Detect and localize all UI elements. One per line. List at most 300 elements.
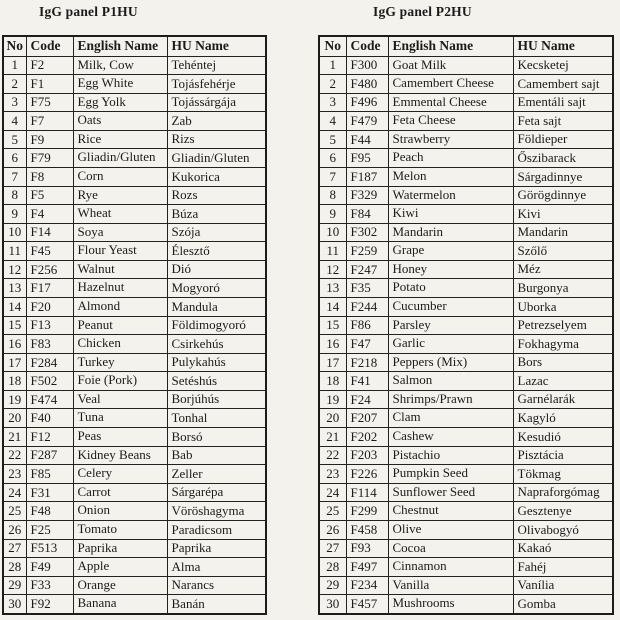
table-row — [319, 502, 613, 521]
table-row — [3, 242, 266, 261]
cell-english-name: Onion — [73, 502, 167, 521]
cell-code: F202 — [346, 428, 388, 447]
cell-code: F247 — [346, 260, 388, 279]
table-row — [3, 298, 266, 317]
cell-hu-name: Narancs — [167, 576, 266, 595]
cell-code: F35 — [346, 279, 388, 298]
cell-code: F300 — [346, 56, 388, 75]
table-row — [3, 558, 266, 577]
cell-code: F329 — [346, 186, 388, 205]
table-row — [319, 372, 613, 391]
table-row — [3, 186, 266, 205]
cell-hu-name: Tehéntej — [167, 56, 266, 75]
cell-code: F480 — [346, 75, 388, 94]
cell-english-name: Peas — [73, 428, 167, 447]
cell-no: 21 — [3, 428, 26, 447]
cell-code: F24 — [346, 390, 388, 409]
cell-code: F44 — [346, 130, 388, 149]
cell-no: 7 — [3, 167, 26, 186]
cell-hu-name: Mandula — [167, 298, 266, 317]
table-row — [319, 75, 613, 94]
column-header-code: Code — [26, 36, 73, 56]
cell-hu-name: Méz — [513, 260, 613, 279]
cell-english-name: Foie (Pork) — [73, 372, 167, 391]
cell-english-name: Peach — [388, 149, 513, 168]
cell-english-name: Tomato — [73, 520, 167, 539]
cell-english-name: Feta Cheese — [388, 112, 513, 131]
cell-no: 9 — [3, 205, 26, 224]
table-row — [3, 502, 266, 521]
cell-english-name: Cucumber — [388, 298, 513, 317]
table-row — [319, 298, 613, 317]
cell-english-name: Emmental Cheese — [388, 93, 513, 112]
table-row — [319, 428, 613, 447]
table-row — [319, 56, 613, 75]
cell-code: F9 — [26, 130, 73, 149]
cell-hu-name: Uborka — [513, 298, 613, 317]
cell-code: F207 — [346, 409, 388, 428]
cell-english-name: Egg Yolk — [73, 93, 167, 112]
cell-english-name: Walnut — [73, 260, 167, 279]
table-row — [319, 186, 613, 205]
cell-hu-name: Mogyoró — [167, 279, 266, 298]
cell-code: F497 — [346, 558, 388, 577]
cell-no: 8 — [319, 186, 346, 205]
cell-hu-name: Földimogyoró — [167, 316, 266, 335]
cell-code: F244 — [346, 298, 388, 317]
cell-code: F49 — [26, 558, 73, 577]
cell-english-name: Orange — [73, 576, 167, 595]
cell-hu-name: Búza — [167, 205, 266, 224]
table-row — [319, 335, 613, 354]
cell-english-name: Peppers (Mix) — [388, 353, 513, 372]
cell-code: F299 — [346, 502, 388, 521]
cell-english-name: Cashew — [388, 428, 513, 447]
cell-hu-name: Őszibarack — [513, 149, 613, 168]
table-row — [3, 149, 266, 168]
cell-english-name: Honey — [388, 260, 513, 279]
cell-english-name: Carrot — [73, 483, 167, 502]
cell-code: F48 — [26, 502, 73, 521]
cell-hu-name: Feta sajt — [513, 112, 613, 131]
cell-code: F40 — [26, 409, 73, 428]
cell-no: 12 — [3, 260, 26, 279]
cell-no: 30 — [3, 595, 26, 614]
table-row — [3, 409, 266, 428]
cell-no: 13 — [3, 279, 26, 298]
cell-no: 17 — [319, 353, 346, 372]
cell-code: F17 — [26, 279, 73, 298]
cell-no: 1 — [319, 56, 346, 75]
table-row — [3, 353, 266, 372]
cell-code: F85 — [26, 465, 73, 484]
cell-code: F84 — [346, 205, 388, 224]
column-header-hu-name: HU Name — [167, 36, 266, 56]
cell-hu-name: Vanília — [513, 576, 613, 595]
cell-hu-name: Görögdinnye — [513, 186, 613, 205]
cell-code: F95 — [346, 149, 388, 168]
cell-no: 27 — [319, 539, 346, 558]
cell-hu-name: Napraforgómag — [513, 483, 613, 502]
table-row — [3, 75, 266, 94]
cell-english-name: Kiwi — [388, 205, 513, 224]
cell-english-name: Melon — [388, 167, 513, 186]
cell-no: 7 — [319, 167, 346, 186]
cell-hu-name: Kukorica — [167, 167, 266, 186]
cell-code: F479 — [346, 112, 388, 131]
cell-code: F33 — [26, 576, 73, 595]
cell-code: F83 — [26, 335, 73, 354]
cell-code: F226 — [346, 465, 388, 484]
table-row — [319, 409, 613, 428]
column-header-no: No — [3, 36, 26, 56]
igg-panel-p1hu-table — [2, 35, 267, 615]
cell-no: 9 — [319, 205, 346, 224]
table-row — [319, 483, 613, 502]
table-row — [319, 595, 613, 614]
cell-hu-name: Olivabogyó — [513, 520, 613, 539]
cell-hu-name: Kakaó — [513, 539, 613, 558]
cell-english-name: Mandarin — [388, 223, 513, 242]
cell-hu-name: Sárgadinnye — [513, 167, 613, 186]
cell-hu-name: Élesztő — [167, 242, 266, 261]
table-row — [3, 316, 266, 335]
table-row — [3, 93, 266, 112]
cell-hu-name: Kecsketej — [513, 56, 613, 75]
cell-english-name: Parsley — [388, 316, 513, 335]
cell-hu-name: Rozs — [167, 186, 266, 205]
cell-no: 11 — [319, 242, 346, 261]
table-row — [3, 205, 266, 224]
table-row — [3, 483, 266, 502]
cell-code: F14 — [26, 223, 73, 242]
cell-english-name: Banana — [73, 595, 167, 614]
column-header-english-name: English Name — [388, 36, 513, 56]
cell-no: 3 — [319, 93, 346, 112]
cell-hu-name: Kivi — [513, 205, 613, 224]
cell-code: F12 — [26, 428, 73, 447]
cell-no: 20 — [3, 409, 26, 428]
cell-hu-name: Tökmag — [513, 465, 613, 484]
cell-english-name: Kidney Beans — [73, 446, 167, 465]
cell-hu-name: Tojássárgája — [167, 93, 266, 112]
header-row — [3, 36, 266, 56]
cell-hu-name: Gliadin/Gluten — [167, 149, 266, 168]
cell-no: 25 — [319, 502, 346, 521]
cell-hu-name: Camembert sajt — [513, 75, 613, 94]
column-header-english-name: English Name — [73, 36, 167, 56]
table-row — [3, 428, 266, 447]
cell-hu-name: Rizs — [167, 130, 266, 149]
table-row — [3, 56, 266, 75]
cell-code: F458 — [346, 520, 388, 539]
cell-no: 10 — [319, 223, 346, 242]
cell-code: F13 — [26, 316, 73, 335]
cell-no: 23 — [319, 465, 346, 484]
cell-code: F234 — [346, 576, 388, 595]
table-row — [319, 390, 613, 409]
table-row — [3, 372, 266, 391]
table-row — [3, 520, 266, 539]
cell-english-name: Salmon — [388, 372, 513, 391]
cell-no: 29 — [3, 576, 26, 595]
cell-code: F513 — [26, 539, 73, 558]
table-row — [319, 446, 613, 465]
cell-english-name: Cocoa — [388, 539, 513, 558]
cell-hu-name: Petrezselyem — [513, 316, 613, 335]
cell-code: F203 — [346, 446, 388, 465]
cell-english-name: Almond — [73, 298, 167, 317]
cell-no: 3 — [3, 93, 26, 112]
cell-no: 16 — [3, 335, 26, 354]
panel-title-p1hu: IgG panel P1HU — [39, 4, 138, 19]
cell-hu-name: Fokhagyma — [513, 335, 613, 354]
cell-code: F7 — [26, 112, 73, 131]
column-header-hu-name: HU Name — [513, 36, 613, 56]
cell-code: F5 — [26, 186, 73, 205]
cell-no: 19 — [3, 390, 26, 409]
cell-english-name: Olive — [388, 520, 513, 539]
cell-code: F79 — [26, 149, 73, 168]
cell-english-name: Rye — [73, 186, 167, 205]
panel-title-p2hu: IgG panel P2HU — [373, 4, 472, 19]
cell-no: 19 — [319, 390, 346, 409]
table-row — [319, 205, 613, 224]
table-row — [3, 576, 266, 595]
cell-code: F256 — [26, 260, 73, 279]
cell-code: F2 — [26, 56, 73, 75]
cell-hu-name: Banán — [167, 595, 266, 614]
cell-no: 28 — [319, 558, 346, 577]
cell-hu-name: Setéshús — [167, 372, 266, 391]
cell-hu-name: Paradicsom — [167, 520, 266, 539]
cell-english-name: Veal — [73, 390, 167, 409]
cell-english-name: Gliadin/Gluten — [73, 149, 167, 168]
table-row — [319, 316, 613, 335]
cell-code: F31 — [26, 483, 73, 502]
cell-english-name: Corn — [73, 167, 167, 186]
cell-hu-name: Csirkehús — [167, 335, 266, 354]
table-row — [319, 167, 613, 186]
cell-no: 18 — [319, 372, 346, 391]
table-row — [3, 130, 266, 149]
cell-hu-name: Bab — [167, 446, 266, 465]
cell-english-name: Pumpkin Seed — [388, 465, 513, 484]
cell-hu-name: Gesztenye — [513, 502, 613, 521]
table-row — [319, 223, 613, 242]
cell-english-name: Wheat — [73, 205, 167, 224]
cell-english-name: Hazelnut — [73, 279, 167, 298]
cell-no: 6 — [319, 149, 346, 168]
cell-no: 5 — [319, 130, 346, 149]
cell-code: F474 — [26, 390, 73, 409]
cell-no: 5 — [3, 130, 26, 149]
cell-hu-name: Kesudió — [513, 428, 613, 447]
table-row — [3, 390, 266, 409]
cell-english-name: Goat Milk — [388, 56, 513, 75]
cell-hu-name: Pisztácia — [513, 446, 613, 465]
cell-no: 4 — [3, 112, 26, 131]
cell-code: F284 — [26, 353, 73, 372]
cell-hu-name: Tojásfehérje — [167, 75, 266, 94]
cell-english-name: Chicken — [73, 335, 167, 354]
cell-no: 23 — [3, 465, 26, 484]
cell-no: 14 — [3, 298, 26, 317]
cell-english-name: Sunflower Seed — [388, 483, 513, 502]
table-row — [319, 576, 613, 595]
cell-hu-name: Földieper — [513, 130, 613, 149]
cell-hu-name: Paprika — [167, 539, 266, 558]
cell-no: 26 — [319, 520, 346, 539]
cell-no: 25 — [3, 502, 26, 521]
cell-hu-name: Dió — [167, 260, 266, 279]
cell-hu-name: Bors — [513, 353, 613, 372]
cell-no: 11 — [3, 242, 26, 261]
cell-code: F41 — [346, 372, 388, 391]
table-row — [3, 260, 266, 279]
cell-english-name: Soya — [73, 223, 167, 242]
cell-english-name: Watermelon — [388, 186, 513, 205]
cell-no: 16 — [319, 335, 346, 354]
column-header-code: Code — [346, 36, 388, 56]
table-row — [319, 558, 613, 577]
cell-hu-name: Szőlő — [513, 242, 613, 261]
cell-english-name: Paprika — [73, 539, 167, 558]
igg-panel-p2hu-table — [318, 35, 614, 615]
table-row — [319, 149, 613, 168]
cell-code: F8 — [26, 167, 73, 186]
cell-english-name: Oats — [73, 112, 167, 131]
cell-no: 15 — [3, 316, 26, 335]
cell-no: 17 — [3, 353, 26, 372]
table-row — [3, 223, 266, 242]
cell-no: 22 — [3, 446, 26, 465]
table-row — [319, 520, 613, 539]
cell-hu-name: Burgonya — [513, 279, 613, 298]
cell-english-name: Flour Yeast — [73, 242, 167, 261]
table-row — [319, 242, 613, 261]
cell-hu-name: Kagyló — [513, 409, 613, 428]
cell-no: 2 — [3, 75, 26, 94]
cell-english-name: Peanut — [73, 316, 167, 335]
cell-no: 13 — [319, 279, 346, 298]
table-row — [319, 539, 613, 558]
table-row — [319, 260, 613, 279]
cell-code: F457 — [346, 595, 388, 614]
table-row — [319, 353, 613, 372]
table-row — [319, 112, 613, 131]
cell-hu-name: Ementáli sajt — [513, 93, 613, 112]
cell-english-name: Potato — [388, 279, 513, 298]
table-row — [3, 279, 266, 298]
cell-hu-name: Garnélarák — [513, 390, 613, 409]
cell-hu-name: Zab — [167, 112, 266, 131]
table-row — [3, 539, 266, 558]
cell-no: 20 — [319, 409, 346, 428]
cell-code: F47 — [346, 335, 388, 354]
cell-no: 24 — [3, 483, 26, 502]
table-row — [3, 335, 266, 354]
table-row — [3, 167, 266, 186]
cell-hu-name: Tonhal — [167, 409, 266, 428]
cell-english-name: Chestnut — [388, 502, 513, 521]
cell-english-name: Tuna — [73, 409, 167, 428]
cell-code: F218 — [346, 353, 388, 372]
cell-english-name: Celery — [73, 465, 167, 484]
cell-code: F93 — [346, 539, 388, 558]
cell-code: F20 — [26, 298, 73, 317]
cell-code: F496 — [346, 93, 388, 112]
cell-code: F1 — [26, 75, 73, 94]
cell-hu-name: Borjúhús — [167, 390, 266, 409]
cell-hu-name: Sárgarépa — [167, 483, 266, 502]
cell-english-name: Mushrooms — [388, 595, 513, 614]
cell-code: F86 — [346, 316, 388, 335]
table-row — [319, 279, 613, 298]
cell-no: 24 — [319, 483, 346, 502]
table-row — [3, 465, 266, 484]
cell-code: F75 — [26, 93, 73, 112]
table-row — [319, 130, 613, 149]
cell-no: 8 — [3, 186, 26, 205]
table-row — [3, 112, 266, 131]
cell-english-name: Rice — [73, 130, 167, 149]
cell-no: 15 — [319, 316, 346, 335]
cell-english-name: Cinnamon — [388, 558, 513, 577]
cell-no: 22 — [319, 446, 346, 465]
cell-no: 21 — [319, 428, 346, 447]
cell-no: 29 — [319, 576, 346, 595]
cell-english-name: Apple — [73, 558, 167, 577]
cell-english-name: Turkey — [73, 353, 167, 372]
cell-code: F302 — [346, 223, 388, 242]
cell-hu-name: Mandarin — [513, 223, 613, 242]
cell-no: 30 — [319, 595, 346, 614]
cell-hu-name: Fahéj — [513, 558, 613, 577]
cell-no: 1 — [3, 56, 26, 75]
table-row — [3, 446, 266, 465]
cell-no: 2 — [319, 75, 346, 94]
cell-code: F4 — [26, 205, 73, 224]
cell-hu-name: Gomba — [513, 595, 613, 614]
cell-no: 10 — [3, 223, 26, 242]
cell-hu-name: Lazac — [513, 372, 613, 391]
cell-english-name: Strawberry — [388, 130, 513, 149]
cell-english-name: Camembert Cheese — [388, 75, 513, 94]
cell-english-name: Milk, Cow — [73, 56, 167, 75]
cell-english-name: Grape — [388, 242, 513, 261]
cell-no: 12 — [319, 260, 346, 279]
cell-english-name: Pistachio — [388, 446, 513, 465]
cell-english-name: Clam — [388, 409, 513, 428]
cell-hu-name: Borsó — [167, 428, 266, 447]
cell-hu-name: Alma — [167, 558, 266, 577]
column-header-no: No — [319, 36, 346, 56]
table-row — [319, 465, 613, 484]
cell-no: 14 — [319, 298, 346, 317]
cell-no: 18 — [3, 372, 26, 391]
cell-english-name: Vanilla — [388, 576, 513, 595]
cell-no: 27 — [3, 539, 26, 558]
table-row — [3, 595, 266, 614]
cell-code: F287 — [26, 446, 73, 465]
cell-code: F114 — [346, 483, 388, 502]
cell-no: 4 — [319, 112, 346, 131]
cell-hu-name: Szója — [167, 223, 266, 242]
cell-hu-name: Pulykahús — [167, 353, 266, 372]
cell-code: F92 — [26, 595, 73, 614]
cell-hu-name: Vöröshagyma — [167, 502, 266, 521]
